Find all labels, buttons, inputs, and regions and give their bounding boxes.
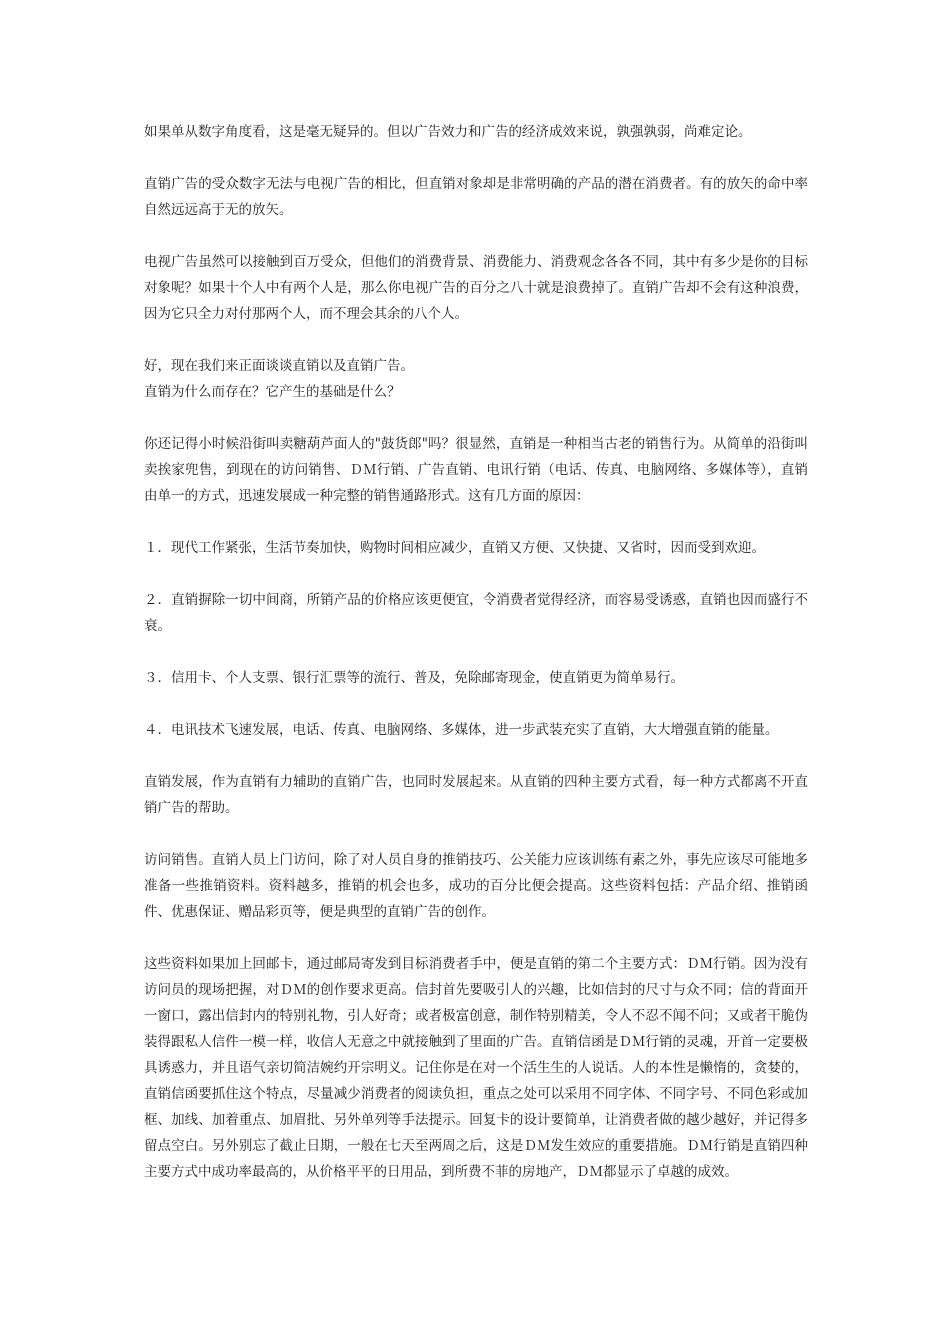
list-item-reason-1: １．现代工作紧张，生活节奏加快，购物时间相应减少，直销又方便、又快捷、又省时，因而受到欢迎。 bbox=[144, 540, 765, 556]
paragraph-ad-effectiveness: 如果单从数字角度看，这是毫无疑异的。但以广告效力和广告的经济成效来说，孰强孰弱，尚难定论。 bbox=[144, 124, 752, 140]
paragraph-direct-vs-tv: 直销广告的受众数字无法与电视广告的相比，但直销对象却是非常明确的产品的潜在消费者。有的放矢的命中率自然远远高于无的放矢。 bbox=[144, 176, 808, 218]
paragraph-visit-sales: 访问销售。直销人员上门访问，除了对人员自身的推销技巧、公关能力应该训练有素之外，事先应该尽可能地多准备一些推销资料。资料越多，推销的机会也多，成功的百分比便会提高。这些资料包括：产品介绍、推销函件、优惠保证、赠品彩页等，便是典型的直销广告的创作。 bbox=[144, 852, 808, 920]
paragraph-intro-topic: 好，现在我们来正面谈谈直销以及直销广告。 bbox=[144, 358, 414, 374]
paragraph-tv-waste: 电视广告虽然可以接触到百万受众，但他们的消费背景、消费能力、消费观念各各不同，其中有多少是你的目标对象呢？如果十个人中有两个人是，那么你电视广告的百分之八十就是浪费掉了。直销广告却不会有这种浪费，因为它只全力对付那两个人，而不理会其余的八个人。 bbox=[144, 254, 808, 322]
paragraph-dm-marketing: 这些资料如果加上回邮卡，通过邮局寄发到目标消费者手中，便是直销的第二个主要方式：ＤＭ行销。因为没有访问员的现场把握，对ＤＭ的创作要求更高。信封首先要吸引人的兴趣，比如信封的尺寸与众不同；信的背面开一窗口，露出信封内的特别礼物，引人好奇；或者极富创意，制作特别精美，令人不忍不闻不问；又或者干脆伪装得跟私人信件一模一样，收信人无意之中就接触到了里面的广告。直销信函是ＤＭ行销的灵魂，开首一定要极具诱惑力，并且语气亲切简洁婉约开宗明义。记住你是在对一个活生生的人说话。人的本性是懒惰的，贪婪的，直销信函要抓住这个特点，尽量减少消费者的阅读负担，重点之处可以采用不同字体、不同字号、不同色彩或加框、加线、加着重点、加眉批、另外单列等手法提示。回复卡的设计要简单，让消费者做的越少越好，并记得多留点空白。另外别忘了截止日期，一般在七天至两周之后，这是ＤＭ发生效应的重要措施。ＤＭ行销是直销四种主要方式中成功率最高的，从价格平平的日用品，到所费不菲的房地产，ＤＭ都显示了卓越的成效。 bbox=[144, 956, 808, 1180]
list-item-reason-2: ２．直销摒除一切中间商，所销产品的价格应该更便宜，令消费者觉得经济，而容易受诱惑，直销也因而盛行不衰。 bbox=[144, 592, 808, 634]
list-item-reason-4: ４．电讯技术飞速发展，电话、传真、电脑网络、多媒体，进一步武装充实了直销，大大增强直销的能量。 bbox=[144, 722, 779, 738]
document-body bbox=[144, 119, 808, 1211]
paragraph-history: 你还记得小时候沿街叫卖糖葫芦面人的"鼓货郎"吗？很显然，直销是一种相当古老的销售行为。从简单的沿街叫卖挨家兜售，到现在的访问销售、ＤＭ行销、广告直销、电讯行销（电话、传真、电脑网络、多媒体等），直销由单一的方式，迅速发展成一种完整的销售通路形式。这有几方面的原因： bbox=[144, 436, 808, 504]
paragraph-development: 直销发展，作为直销有力辅助的直销广告，也同时发展起来。从直销的四种主要方式看，每一种方式都离不开直销广告的帮助。 bbox=[144, 774, 808, 816]
list-item-reason-3: ３．信用卡、个人支票、银行汇票等的流行、普及，免除邮寄现金，使直销更为简单易行。 bbox=[144, 670, 684, 686]
paragraph-why-direct: 直销为什么而存在？它产生的基础是什么？ bbox=[144, 384, 401, 400]
